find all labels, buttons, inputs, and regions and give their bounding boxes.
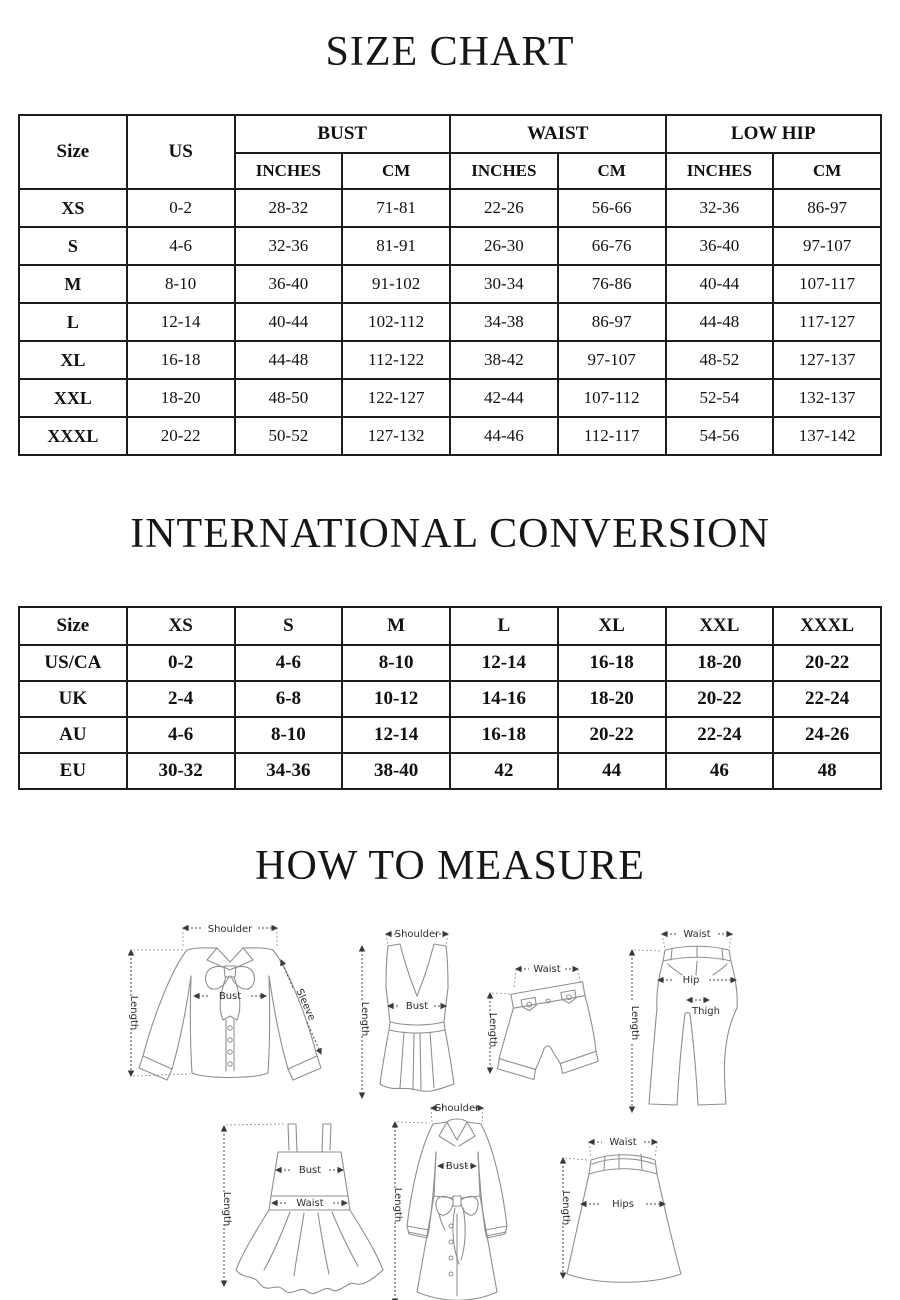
- table-row: [19, 303, 881, 341]
- international-conversion-title: INTERNATIONAL CONVERSION: [130, 511, 770, 558]
- table-cell: 81-91: [342, 227, 450, 265]
- how-to-measure-title: HOW TO MEASURE: [255, 843, 645, 890]
- blouse-diagram: [95, 906, 345, 1111]
- size-label: XXL: [19, 379, 127, 417]
- table-cell: 44-48: [666, 303, 774, 341]
- table-cell: 4-6: [127, 227, 235, 265]
- column-subheader: INCHES: [666, 153, 774, 189]
- table-cell: 36-40: [235, 265, 343, 303]
- table-cell: 132-137: [773, 379, 881, 417]
- table-cell: 44-48: [235, 341, 343, 379]
- table-cell: 112-117: [558, 417, 666, 455]
- measure-label: Waist: [533, 964, 561, 976]
- column-subheader: CM: [558, 153, 666, 189]
- table-cell: 8-10: [235, 717, 343, 753]
- table-cell: 14-16: [450, 681, 558, 717]
- measure-label: Length: [487, 1013, 498, 1048]
- table-cell: 91-102: [342, 265, 450, 303]
- pants-diagram: [610, 920, 765, 1120]
- measure-label: Waist: [609, 1137, 637, 1149]
- region-label: AU: [19, 717, 127, 753]
- column-header: M: [342, 607, 450, 645]
- measure-label: Sleeve: [293, 987, 318, 1023]
- column-subheader: CM: [773, 153, 881, 189]
- measure-label: Shoulder: [207, 924, 253, 936]
- table-cell: 32-36: [666, 189, 774, 227]
- international-conversion-table: [18, 606, 882, 790]
- measure-label: Waist: [683, 929, 711, 941]
- column-header: XS: [127, 607, 235, 645]
- column-header: L: [450, 607, 558, 645]
- size-label: L: [19, 303, 127, 341]
- table-row: [19, 645, 881, 681]
- size-label: XXXL: [19, 417, 127, 455]
- measure-label: Waist: [296, 1198, 324, 1210]
- table-cell: 26-30: [450, 227, 558, 265]
- size-chart-table: [18, 114, 882, 456]
- table-cell: 137-142: [773, 417, 881, 455]
- table-cell: 28-32: [235, 189, 343, 227]
- table-cell: 16-18: [127, 341, 235, 379]
- table-cell: 46: [666, 753, 774, 789]
- table-row: [19, 681, 881, 717]
- table-row: [19, 227, 881, 265]
- measure-label: Hips: [612, 1199, 634, 1211]
- table-cell: 86-97: [558, 303, 666, 341]
- table-cell: 50-52: [235, 417, 343, 455]
- table-cell: 12-14: [127, 303, 235, 341]
- table-cell: 24-26: [773, 717, 881, 753]
- measurement-diagrams: [0, 900, 900, 1300]
- column-header: Size: [19, 115, 127, 189]
- coat-dress-diagram: [375, 1096, 540, 1300]
- size-label: M: [19, 265, 127, 303]
- size-chart-title: SIZE CHART: [325, 29, 575, 75]
- table-cell: 22-24: [773, 681, 881, 717]
- table-row: [19, 753, 881, 789]
- table-cell: 18-20: [127, 379, 235, 417]
- measure-label: Hip: [682, 975, 700, 987]
- table-cell: 34-38: [450, 303, 558, 341]
- column-subheader: CM: [342, 153, 450, 189]
- table-row: [19, 379, 881, 417]
- table-cell: 112-122: [342, 341, 450, 379]
- table-cell: 16-18: [450, 717, 558, 753]
- table-cell: 42: [450, 753, 558, 789]
- table-cell: 4-6: [127, 717, 235, 753]
- table-row: [19, 265, 881, 303]
- table-cell: 97-107: [558, 341, 666, 379]
- region-label: US/CA: [19, 645, 127, 681]
- column-header: XL: [558, 607, 666, 645]
- region-label: UK: [19, 681, 127, 717]
- measure-label: Length: [359, 1002, 370, 1037]
- size-label: S: [19, 227, 127, 265]
- column-group-header: WAIST: [450, 115, 666, 153]
- table-cell: 20-22: [773, 645, 881, 681]
- column-header: US: [127, 115, 235, 189]
- table-cell: 36-40: [666, 227, 774, 265]
- measure-label: Length: [560, 1191, 571, 1226]
- table-cell: 10-12: [342, 681, 450, 717]
- column-header: Size: [19, 607, 127, 645]
- table-cell: 38-42: [450, 341, 558, 379]
- table-cell: 0-2: [127, 189, 235, 227]
- table-cell: 8-10: [342, 645, 450, 681]
- table-cell: 4-6: [235, 645, 343, 681]
- measure-label: Length: [221, 1192, 232, 1227]
- table-cell: 8-10: [127, 265, 235, 303]
- table-cell: 107-117: [773, 265, 881, 303]
- table-cell: 44: [558, 753, 666, 789]
- size-label: XS: [19, 189, 127, 227]
- shorts-diagram: [470, 955, 625, 1100]
- table-cell: 22-26: [450, 189, 558, 227]
- table-cell: 12-14: [342, 717, 450, 753]
- table-cell: 22-24: [666, 717, 774, 753]
- measure-label: Bust: [218, 991, 242, 1003]
- skirt-diagram: [553, 1128, 695, 1296]
- table-row: [19, 189, 881, 227]
- table-cell: 40-44: [235, 303, 343, 341]
- table-header-row: [19, 607, 881, 645]
- table-cell: 44-46: [450, 417, 558, 455]
- table-cell: 16-18: [558, 645, 666, 681]
- table-cell: 30-32: [127, 753, 235, 789]
- table-cell: 127-137: [773, 341, 881, 379]
- table-cell: 32-36: [235, 227, 343, 265]
- table-cell: 0-2: [127, 645, 235, 681]
- column-header: S: [235, 607, 343, 645]
- table-cell: 127-132: [342, 417, 450, 455]
- measure-label: Shoulder: [394, 929, 440, 941]
- column-header: XXXL: [773, 607, 881, 645]
- table-cell: 107-112: [558, 379, 666, 417]
- table-cell: 20-22: [127, 417, 235, 455]
- table-cell: 38-40: [342, 753, 450, 789]
- table-cell: 40-44: [666, 265, 774, 303]
- table-cell: 48-50: [235, 379, 343, 417]
- table-cell: 86-97: [773, 189, 881, 227]
- measure-label: Bust: [298, 1165, 322, 1177]
- table-cell: 52-54: [666, 379, 774, 417]
- table-cell: 54-56: [666, 417, 774, 455]
- column-subheader: INCHES: [235, 153, 343, 189]
- table-cell: 2-4: [127, 681, 235, 717]
- table-cell: 97-107: [773, 227, 881, 265]
- table-cell: 42-44: [450, 379, 558, 417]
- measure-label: Bust: [445, 1161, 469, 1173]
- table-cell: 56-66: [558, 189, 666, 227]
- column-header: XXL: [666, 607, 774, 645]
- measure-label: Length: [629, 1006, 640, 1041]
- table-cell: 66-76: [558, 227, 666, 265]
- table-header-row: [19, 115, 881, 153]
- table-cell: 71-81: [342, 189, 450, 227]
- table-cell: 18-20: [558, 681, 666, 717]
- table-row: [19, 717, 881, 753]
- column-subheader: INCHES: [450, 153, 558, 189]
- size-label: XL: [19, 341, 127, 379]
- table-cell: 117-127: [773, 303, 881, 341]
- measure-label: Thigh: [692, 1006, 720, 1018]
- table-cell: 48: [773, 753, 881, 789]
- table-cell: 20-22: [558, 717, 666, 753]
- table-cell: 30-34: [450, 265, 558, 303]
- table-row: [19, 341, 881, 379]
- table-cell: 18-20: [666, 645, 774, 681]
- table-cell: 12-14: [450, 645, 558, 681]
- region-label: EU: [19, 753, 127, 789]
- table-cell: 20-22: [666, 681, 774, 717]
- measure-label: Bust: [405, 1001, 429, 1013]
- table-row: [19, 417, 881, 455]
- measure-label: Shoulder: [434, 1103, 480, 1115]
- measure-label: Length: [392, 1188, 403, 1223]
- measure-label: Length: [128, 996, 139, 1031]
- table-cell: 76-86: [558, 265, 666, 303]
- table-cell: 6-8: [235, 681, 343, 717]
- column-group-header: BUST: [235, 115, 451, 153]
- table-cell: 122-127: [342, 379, 450, 417]
- table-cell: 48-52: [666, 341, 774, 379]
- column-group-header: LOW HIP: [666, 115, 882, 153]
- table-cell: 34-36: [235, 753, 343, 789]
- table-cell: 102-112: [342, 303, 450, 341]
